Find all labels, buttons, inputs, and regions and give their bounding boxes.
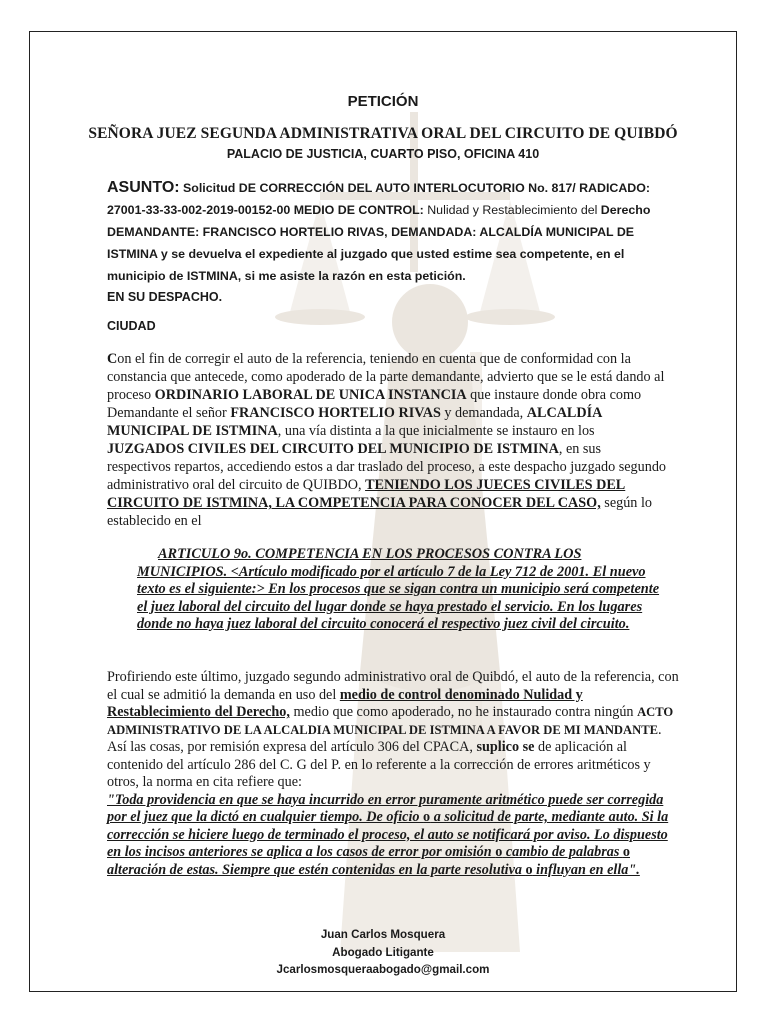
body1-bold-3: ALCALDÍA MUNICIPAL DE ISTMINA: [107, 405, 602, 439]
asunto-text-1: Solicitud DE CORRECCIÓN DEL AUTO INTERLOCUTORIO No. 817/ RADICADO: 27001-33-33-002-2019-00152-00 MEDIO DE CONTROL:: [107, 181, 651, 217]
body1-bold-1: ORDINARIO LABORAL DE UNICA INSTANCIA: [154, 387, 467, 403]
body-paragraph-1: [107, 350, 667, 530]
cgp-quote-4: alteración de estas. Siempre que estén contenidas en la parte resolutiva: [107, 861, 526, 878]
cgp-quote-5: influyan en ella".: [532, 861, 640, 878]
location-line: PALACIO DE JUSTICIA, CUARTO PISO, OFICINA 410: [226, 147, 540, 161]
drop-letter: C: [107, 351, 118, 367]
cgp-quote-o-4: o: [525, 861, 533, 878]
ciudad: CIUDAD: [107, 319, 156, 333]
body2-text-1: Profiriendo este último, juzgado segundo administrativo oral de Quibdó, el auto de la referencia, con el cual se admitió la demanda en uso del: [107, 669, 679, 703]
body1-text-3: y demandada,: [440, 405, 527, 421]
body2-text-2: medio que como apoderado, no he instaurado contra ningún: [289, 704, 638, 720]
body1-text-2: que instaure donde obra como Demandante el señor: [107, 387, 642, 421]
signature-block: [30, 926, 736, 979]
body2-text-5: de aplicación al contenido del artículo 286 del C. G del P. en lo referente a la corrección de errores aritméticos y otros, la norma en cita refiere que:: [107, 739, 651, 790]
cgp-quote-2: a solicitud de parte, mediante auto. Si la corrección se hiciere luego de terminado el proceso, el auto se notificará por aviso. Lo dispuesto en los incisos anteriores se aplica a los casos de error por omisión: [107, 809, 669, 860]
cgp-quote-o-2: o: [495, 844, 503, 860]
body1-text-4: , una vía distinta a la que inicialmente se instauro en los: [277, 423, 595, 439]
cgp-quote-1: "Toda providencia en que se haya incurrido en error puramente aritmético puede ser corregida por el juez que la dictó en cualquier tiempo. De oficio: [107, 791, 664, 825]
body1-text-6: según lo establecido en el: [107, 495, 652, 529]
asunto-paragraph: [107, 177, 677, 287]
article-quote-text: ARTICULO 9o. COMPETENCIA EN LOS PROCESOS CONTRA LOS MUNICIPIOS. <Artículo modificado por el artículo 7 de la Ley 712 de 2001. El nuevo texto es el siguiente:> En los procesos que se sigan contra un municipio será competente el juez laboral del circuito del lugar donde se haya prestado el servicio. En los lugares donde no haya juez laboral del circuito conocerá el respectivo juez civil del circuito.: [137, 546, 660, 632]
body1-text-5: , en sus respectivos repartos, accediendo estos a dar traslado del proceso, a este despacho juzgado segundo administrativo oral del circuito de QUIBDO,: [107, 441, 667, 493]
body1-bold-2: FRANCISCO HORTELIO RIVAS: [230, 405, 441, 421]
body2-bold-1: ACTO ADMINISTRATIVO DE LA ALCALDIA MUNICIPAL DE ISTMINA A FAVOR DE MI MANDANTE: [107, 705, 674, 737]
body2-text-3: .: [658, 721, 662, 738]
cgp-quote-o-1: o: [423, 809, 431, 825]
asunto-label: ASUNTO:: [107, 179, 180, 196]
signature-name: Juan Carlos Mosquera: [320, 928, 446, 941]
cgp-quote-3: cambio de palabras: [502, 844, 623, 860]
body2-text-4: Así las cosas, por remisión expresa del artículo 306 del CPACA,: [107, 739, 477, 755]
signature-email: Jcarlosmosqueraabogado@gmail.com: [276, 963, 490, 976]
signature-role: Abogado Litigante: [332, 945, 434, 959]
body1-text-1: on el fin de corregir el auto de la referencia, teniendo en cuenta que de conformidad con la constancia que antecede, como apoderado de la parte demandante, advierto que se le está dando al proceso: [107, 351, 665, 403]
en-su-despacho: EN SU DESPACHO.: [107, 290, 223, 304]
body2-underline-bold: medio de control denominado Nulidad y Restablecimiento del Derecho,: [107, 686, 583, 720]
body1-underline-bold: TENIENDO LOS JUECES CIVILES DEL CIRCUITO DE ISTMINA, LA COMPETENCIA PARA CONOCER DEL CASO,: [107, 477, 626, 511]
body1-bold-4: JUZGADOS CIVILES DEL CIRCUITO DEL MUNICIPIO DE ISTMINA: [107, 441, 559, 457]
body-paragraph-2: [107, 669, 685, 879]
article-quote: [137, 546, 669, 634]
cgp-quote-o-3: o: [622, 844, 630, 860]
asunto-text-3: Derecho DEMANDANTE: FRANCISCO HORTELIO RIVAS, DEMANDADA: ALCALDÍA MUNICIPAL DE ISTMINA y se devuelva el expediente al juzgado que usted estime sea competente, en el municipio de ISTMINA, si me asiste la razón en esta petición.: [107, 203, 651, 283]
body2-bold-2: suplico se: [476, 739, 535, 755]
document-title: PETICIÓN: [347, 93, 419, 110]
document-page: [29, 31, 737, 992]
asunto-text-2: Nulidad y Restablecimiento del: [427, 203, 598, 217]
addressee: SEÑORA JUEZ SEGUNDA ADMINISTRATIVA ORAL DEL CIRCUITO DE QUIBDÓ: [88, 125, 678, 142]
